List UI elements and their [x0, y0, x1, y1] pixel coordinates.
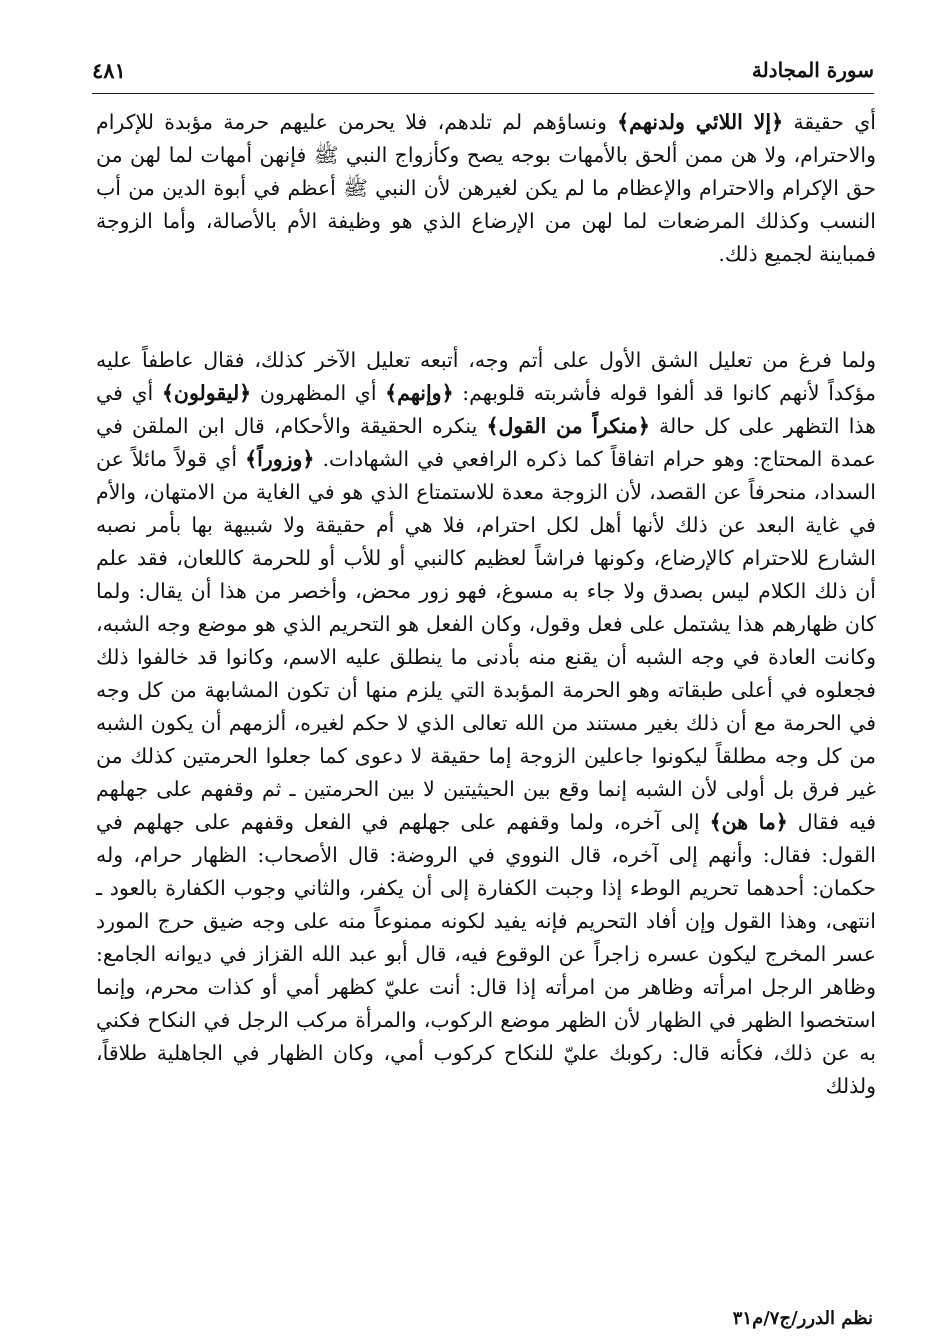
quran-quote: ﴿منكراً من القول﴾: [486, 414, 650, 438]
paragraph-1: [96, 106, 876, 271]
text-run: ينكره الحقيقة والأحكام، قال ابن الملقن في عمدة المحتاج: وهو حرام اتفاقاً كما ذكره الرافعي في الشهادات.: [96, 414, 877, 471]
text-run: إلى آخره، ولما وقفهم على جهلهم في الفعل وقفهم على جهلهم في القول: فقال: وأنهم إلى آخره، قال النووي في الروضة: قال الأصحاب: الظهار حرام، وله حكمان: أحدهما تحريم الوطء إذا وجبت الكفارة إلى أن يكفر، والثاني وجوب الكفارة بالعود ـ انتهى، وهذا القول وإن أفاد التحريم فإنه يفيد لكونه ممنوعاً منه على وجه ضيق حرج المورد عسر المخرج ليكون عسره زاجراً عن الوقوع فيه، قال أبو عبد الله القزاز في ديوانه الجامع: وظاهر الرجل امرأته وظاهر من امرأته إذا قال: أنت عليّ كظهر أمي أو كذات محرم، وإنما استخصوا الظهر في الظهار لأن الظهر موضع الركوب، والمرأة مركب الرجل في النكاح فكني به عن ذلك، فكأنه قال: ركوبك عليّ للنكاح كركوب أمي، وكان الظهار في الجاهلية طلاقاً، ولذلك: [96, 810, 876, 1098]
text-run: أي في هذا التظهر على كل حالة: [96, 381, 876, 438]
quran-quote: ﴿وزوراً﴾: [245, 447, 315, 471]
text-run: أي المظهرون: [251, 381, 386, 405]
quran-quote: ﴿وإنهم﴾: [385, 381, 454, 405]
quran-quote: ﴿ما هن﴾: [709, 810, 788, 834]
signature-mark: نظم الدرر/ج٧/م٣١: [732, 1308, 873, 1329]
page-header: [92, 56, 874, 90]
page-number: ٤٨١: [92, 58, 126, 83]
text-run: أي قولاً مائلاً عن السداد، منحرفاً عن القصد، لأن الزوجة معدة للاستمتاع الذي هو في الغاية من الامتهان، والأم في غاية البعد عن ذلك لأنها أهل لكل احترام، فلا هي أم حقيقة ولا شبيهة بها بأمر نصبه الشارع للاحترام كالإرضاع، وكونها فراشاً لعظيم كالنبي أو للأب أو للحرمة كاللعان، فقد علم أن ذلك الكلام ليس بصدق ولا جاء به مسوغ، فهو زور محض، وأخصر من هذا أن يقال: ولما كان ظهارهم هذا يشتمل على فعل وقول، وكان الفعل هو التحريم الذي هو موضع وجه الشبه، وكانت العادة في وجه الشبه أن يقنع منه بأدنى ما ينطلق عليه الاسم، وكانوا قد خالفوا ذلك فجعلوه في أعلى طبقاته وهو الحرمة المؤبدة التي يلزم منها أن تكون المشابهة من كل وجه في الحرمة مع أن ذلك بغير مستند من الله تعالى الذي لا حكم لغيره، ألزمهم أن يكون الشبه من كل وجه مطلقاً ليكونوا جاعلين الزوجة إما حقيقة لا دعوى كما جعلوا الحرمتين كذلك من غير فرق بل أولى لأن الشبه إنما وقع بين الحيثيتين لا بين الحرمتين ـ ثم وقفهم على جهلهم فيه فقال: [96, 447, 876, 834]
header-divider: [92, 93, 874, 94]
paragraph-2: [96, 344, 876, 1103]
text-run: ونساؤهم لم تلدهم، فلا يحرمن عليهم حرمة مؤبدة للإكرام والاحترام، ولا هن ممن ألحق بالأمهات بوجه يصح وكأزواج النبي ﷺ فإنهن أمهات لما لهن من حق الإكرام والاحترام والإعظام ما لم يكن لغيرهن لأن النبي ﷺ أعظم في أبوة الدين من أب النسب وكذلك المرضعات لما لهن من الإرضاع الذي هو وظيفة الأم بالأصالة، وأما الزوجة فمباينة لجميع ذلك.: [96, 110, 876, 266]
quran-quote: ﴿إلا اللائي ولدنهم﴾: [617, 110, 784, 134]
text-run: ولما فرغ من تعليل الشق الأول على أتم وجه، أتبعه تعليل الآخر كذلك، فقال عاطفاً عليه مؤكداً لأنهم كانوا قد ألفوا قوله فأشربته قلوبهم:: [96, 348, 876, 405]
quran-quote: ﴿ليقولون﴾: [161, 381, 252, 405]
text-run: أي حقيقة: [783, 110, 876, 134]
surah-title: سورة المجادلة: [751, 58, 874, 82]
